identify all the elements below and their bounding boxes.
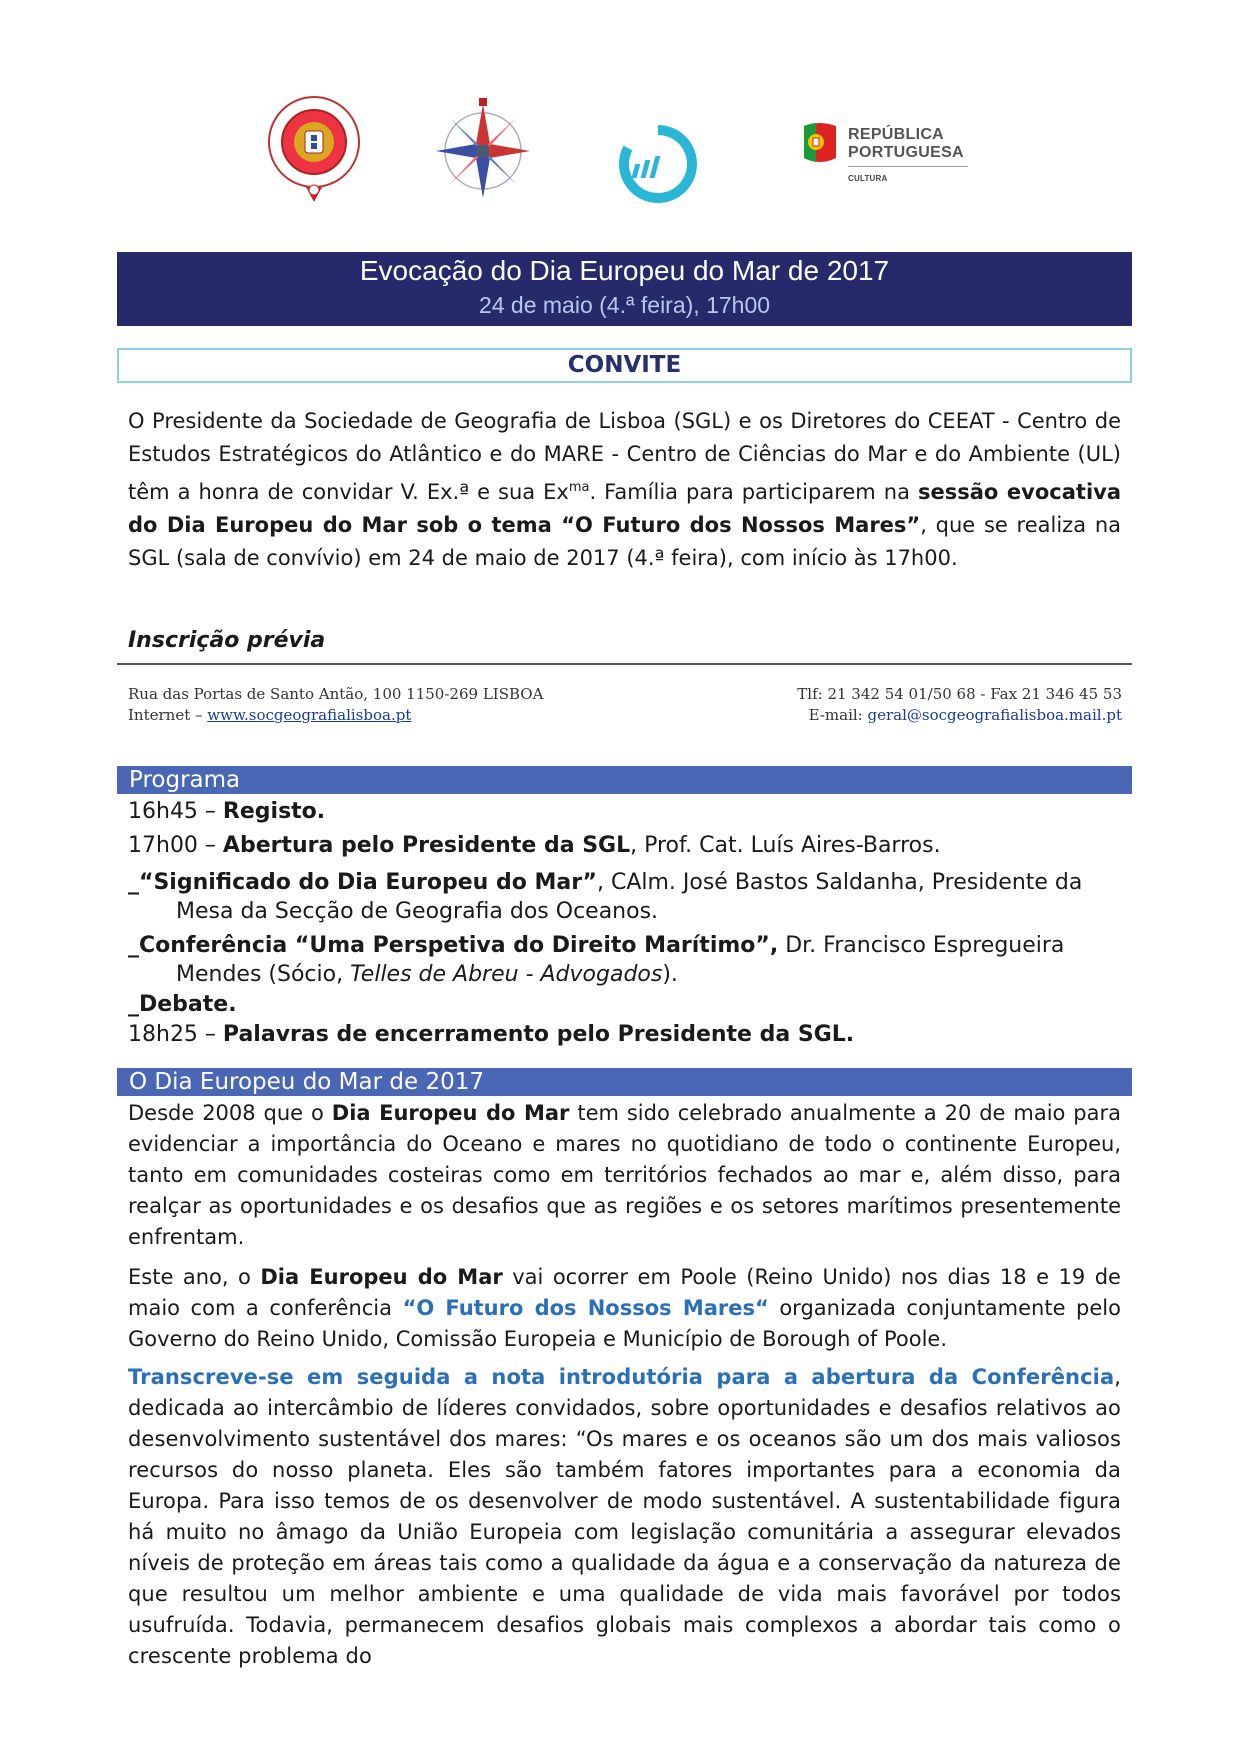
compass-rose-logo [430, 98, 536, 204]
email-link[interactable]: geral@socgeografialisboa.mail.pt [867, 706, 1122, 724]
program-item: 17h00 – Abertura pelo Presidente da SGL, Prof. Cat. Luís Aires-Barros. [128, 833, 941, 858]
event-title-banner [117, 252, 1132, 326]
dia-paragraph-3: Transcreve-se em seguida a nota introdutória para a abertura da Conferência, dedicada ao intercâmbio de líderes convidados, sobre oportunidades e desafios relativos ao desenvolvimento sustentável dos mares: “Os mares e os oceanos são um dos mais valiosos recursos do nosso planeta. Eles são também fatores importantes para a economia da Europa. Para isso temos de os desenvolver de modo sustentável. A sustentabilidade figura há muito no âmago da União Europeia com legislação comunitária a assegurar elevados níveis de proteção em áreas tais como a qualidade da água e a conservação da natureza de que resultou um melhor ambiente e uma qualidade de vida mais favorável por todos usufruída. Todavia, permanecem desafios globais mais complexos a abordar tais como o crescente problema do [128, 1365, 1121, 1668]
contact-divider [117, 663, 1132, 665]
wordmark-divider [848, 166, 968, 167]
dia-europeu-heading: O Dia Europeu do Mar de 2017 [117, 1068, 1132, 1096]
contact-phone-block: Tlf: 21 342 54 01/50 68 - Fax 21 346 45 53 E-mail: geral@socgeografialisboa.mail.pt [797, 685, 1122, 724]
sgl-seal-logo [266, 94, 362, 206]
website-link[interactable]: www.socgeografialisboa.pt [207, 706, 412, 724]
republica-portuguesa-logo [800, 120, 980, 190]
portugal-flag-icon [800, 120, 840, 166]
republica-wordmark: REPÚBLICA PORTUGUESA CULTURA [848, 126, 964, 183]
invitation-paragraph: O Presidente da Sociedade de Geografia de Lisboa (SGL) e os Diretores do CEEAT - Centro de Estudos Estratégicos do Atlântico e do MARE - Centro de Ciências do Mar e do Ambiente (UL) têm a honra de convidar V. Ex.ª e sua $Ex^{ma}$. Família para participarem na sessão evocativa do Dia Europeu do Mar sob o tema “O Futuro dos Nossos Mares”, que se realiza na SGL (sala de convívio) em 24 de maio de 2017 (4.ª feira), com início às 17h00. [128, 409, 1122, 570]
program-item: 16h45 – Registo. [128, 799, 326, 824]
phone-fax: Tlf: 21 342 54 01/50 68 - Fax 21 346 45 53 [797, 685, 1122, 703]
inscricao-label: Inscrição prévia [128, 628, 326, 653]
transcript-intro: Transcreve-se em seguida a nota introdutória para a abertura da Conferência [128, 1365, 1115, 1389]
program-item: _Conferência “Uma Perspetiva do Direito Marítimo”, Dr. Francisco Espregueira Mendes (Sócio, Telles de Abreu - Advogados). [128, 933, 1065, 987]
event-date: 24 de maio (4.ª feira), 17h00 [478, 292, 771, 318]
program-item: _“Significado do Dia Europeu do Mar”, CAlm. José Bastos Saldanha, Presidente da Mesa da Secção de Geografia dos Oceanos. [128, 870, 1083, 924]
postal-address: Rua das Portas de Santo Antão, 100 1150-269 LISBOA [128, 685, 544, 703]
programa-heading: Programa [117, 766, 1132, 794]
logo-bar [0, 0, 1240, 230]
program-item: _Debate. [128, 992, 237, 1017]
convite-heading: CONVITE [117, 348, 1132, 383]
ceeat-logo [618, 124, 698, 204]
program-item: 18h25 – Palavras de encerramento pelo Presidente da SGL. [128, 1022, 855, 1047]
dia-paragraph-2: Este ano, o Dia Europeu do Mar vai ocorrer em Poole (Reino Unido) nos dias 18 e 19 de maio com a conferência “O Futuro dos Nossos Mares“ organizada conjuntamente pelo Governo do Reino Unido, Comissão Europeia e Município de Borough of Poole. [128, 1265, 1121, 1351]
conference-title-link: “O Futuro dos Nossos Mares“ [402, 1296, 769, 1320]
contact-address-block: Rua das Portas de Santo Antão, 100 1150-269 LISBOA Internet – www.socgeografialisboa.pt [128, 685, 544, 724]
dia-paragraph-1: Desde 2008 que o Dia Europeu do Mar tem sido celebrado anualmente a 20 de maio para evidenciar a importância do Oceano e mares no quotidiano de todo o continente Europeu, tanto em comunidades costeiras como em territórios fechados ao mar e, além disso, para realçar as oportunidades e os desafios que as regiões e os setores marítimos presentemente enfrentam. [128, 1101, 1121, 1249]
event-title: Evocação do Dia Europeu do Mar de 2017 [359, 255, 890, 286]
